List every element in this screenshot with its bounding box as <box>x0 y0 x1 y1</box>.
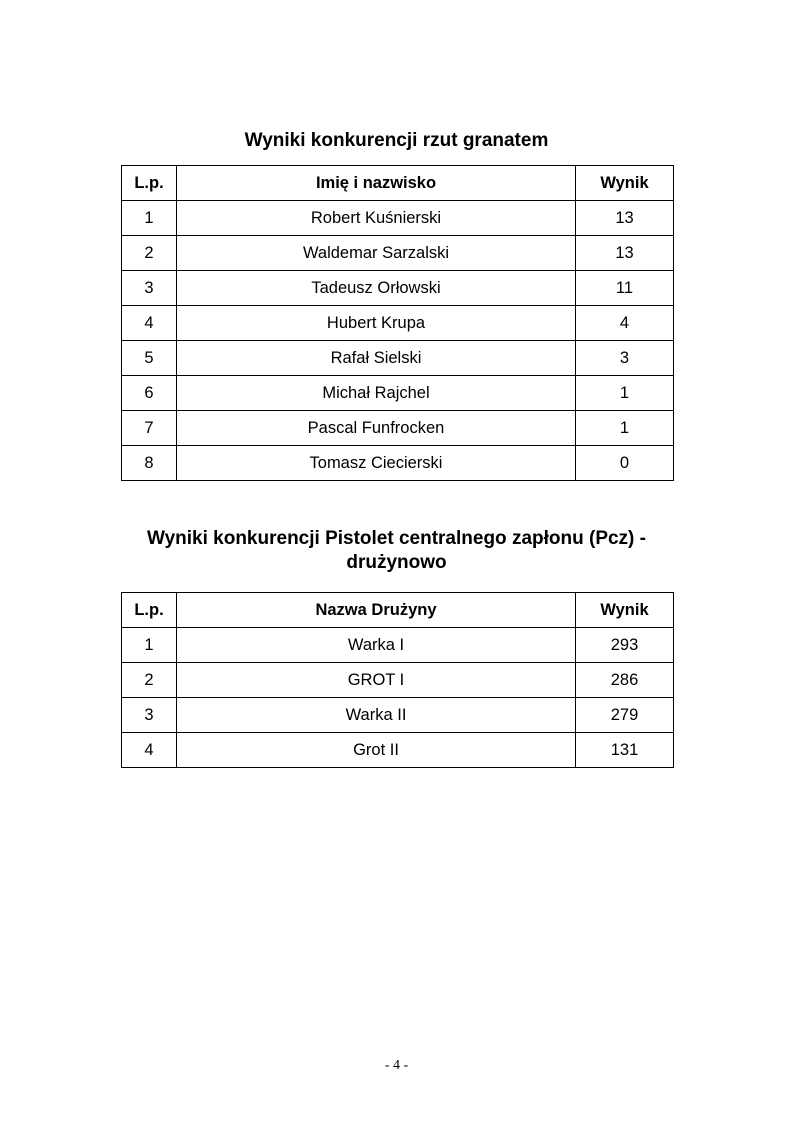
section2-title-line1: Wyniki konkurencji Pistolet centralnego zapłonu (Pcz) - <box>146 528 646 549</box>
page-number: - 4 - <box>384 1058 409 1073</box>
column-header-result: Wynik <box>576 593 674 628</box>
cell-name: Robert Kuśnierski <box>177 201 576 236</box>
cell-name: Waldemar Sarzalski <box>177 236 576 271</box>
cell-name: Pascal Funfrocken <box>177 411 576 446</box>
cell-result: 11 <box>576 271 674 306</box>
table-row <box>122 628 674 663</box>
cell-team: Warka I <box>177 628 576 663</box>
cell-lp: 1 <box>122 628 177 663</box>
column-header-lp: L.p. <box>122 166 177 201</box>
table-row <box>122 733 674 768</box>
section2-title-line2: drużynowo <box>346 552 447 573</box>
table-row <box>122 201 674 236</box>
cell-team: Grot II <box>177 733 576 768</box>
table-row <box>122 663 674 698</box>
cell-result: 293 <box>576 628 674 663</box>
cell-result: 0 <box>576 446 674 481</box>
cell-lp: 3 <box>122 698 177 733</box>
section1-title: Wyniki konkurencji rzut granatem <box>244 130 549 151</box>
table-row <box>122 341 674 376</box>
cell-lp: 6 <box>122 376 177 411</box>
table-row <box>122 698 674 733</box>
cell-result: 286 <box>576 663 674 698</box>
cell-lp: 5 <box>122 341 177 376</box>
cell-result: 4 <box>576 306 674 341</box>
cell-lp: 3 <box>122 271 177 306</box>
table-row <box>122 411 674 446</box>
column-header-team: Nazwa Drużyny <box>177 593 576 628</box>
table-row <box>122 306 674 341</box>
column-header-result: Wynik <box>576 166 674 201</box>
cell-lp: 7 <box>122 411 177 446</box>
grenade-results-table <box>121 165 674 481</box>
cell-result: 279 <box>576 698 674 733</box>
cell-name: Rafał Sielski <box>177 341 576 376</box>
cell-name: Tomasz Ciecierski <box>177 446 576 481</box>
cell-team: Warka II <box>177 698 576 733</box>
table-row <box>122 271 674 306</box>
cell-lp: 2 <box>122 663 177 698</box>
cell-result: 13 <box>576 201 674 236</box>
cell-name: Michał Rajchel <box>177 376 576 411</box>
cell-result: 131 <box>576 733 674 768</box>
table-row <box>122 236 674 271</box>
cell-lp: 4 <box>122 733 177 768</box>
cell-result: 1 <box>576 411 674 446</box>
cell-result: 3 <box>576 341 674 376</box>
cell-result: 13 <box>576 236 674 271</box>
cell-lp: 4 <box>122 306 177 341</box>
section2-title <box>60 527 733 575</box>
cell-name: Tadeusz Orłowski <box>177 271 576 306</box>
column-header-name: Imię i nazwisko <box>177 166 576 201</box>
cell-team: GROT I <box>177 663 576 698</box>
column-header-lp: L.p. <box>122 593 177 628</box>
cell-lp: 2 <box>122 236 177 271</box>
cell-lp: 1 <box>122 201 177 236</box>
table-row <box>122 446 674 481</box>
cell-lp: 8 <box>122 446 177 481</box>
cell-result: 1 <box>576 376 674 411</box>
table-header-row <box>122 593 674 628</box>
team-results-table <box>121 592 674 768</box>
table-row <box>122 376 674 411</box>
table-header-row <box>122 166 674 201</box>
cell-name: Hubert Krupa <box>177 306 576 341</box>
